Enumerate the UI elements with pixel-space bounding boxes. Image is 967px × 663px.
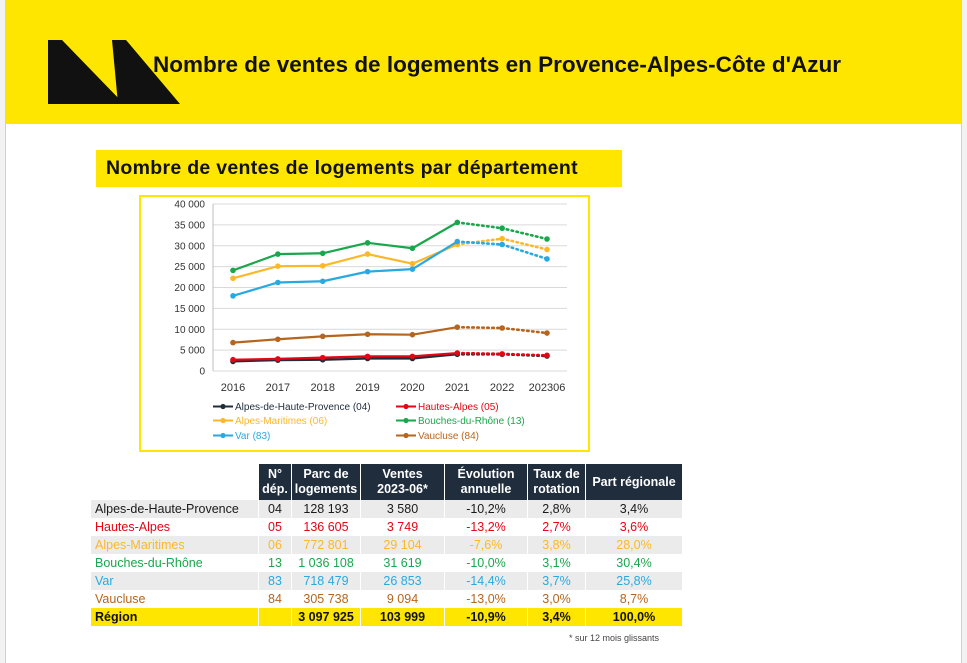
legend-label: Bouches-du-Rhône (13) bbox=[418, 416, 525, 427]
data-point bbox=[544, 330, 550, 336]
legend-label: Vaucluse (84) bbox=[418, 431, 479, 442]
chart-frame bbox=[139, 195, 590, 452]
column-header bbox=[361, 464, 445, 500]
column-header-line: Taux de bbox=[533, 467, 580, 481]
data-point bbox=[320, 334, 326, 340]
data-point bbox=[410, 354, 416, 360]
y-tick-label: 0 bbox=[199, 366, 205, 378]
column-header-line: Ventes bbox=[382, 467, 423, 481]
legend-label: Var (83) bbox=[235, 431, 271, 442]
total-cell-part: 100,0% bbox=[586, 608, 683, 626]
line-chart bbox=[141, 197, 588, 450]
data-point bbox=[410, 245, 416, 251]
data-point bbox=[365, 354, 371, 360]
data-point bbox=[230, 268, 236, 274]
table-row bbox=[91, 572, 682, 590]
x-tick-label: 202306 bbox=[528, 382, 566, 394]
page-title: Nombre de ventes de logements en Provence-Alpes-Côte d'Azur bbox=[153, 52, 842, 77]
table-cell-evolution: -13,2% bbox=[445, 518, 528, 536]
table-row bbox=[91, 536, 682, 554]
y-tick-label: 30 000 bbox=[174, 241, 205, 253]
table-header-row bbox=[91, 464, 682, 500]
header-banner bbox=[6, 0, 961, 124]
data-point bbox=[320, 355, 326, 361]
table-cell-ventes: 31 619 bbox=[361, 554, 445, 572]
table-cell-taux: 3,1% bbox=[528, 554, 586, 572]
legend-swatch-marker bbox=[220, 418, 225, 423]
legend-label: Alpes-de-Haute-Provence (04) bbox=[235, 402, 371, 413]
data-point bbox=[454, 324, 460, 330]
column-header-line: N° bbox=[267, 467, 283, 481]
y-tick-label: 20 000 bbox=[174, 283, 205, 294]
sales-table bbox=[91, 464, 682, 626]
table-cell-parc: 136 605 bbox=[292, 518, 361, 536]
table-cell-parc: 128 193 bbox=[292, 500, 361, 518]
legend-swatch-marker bbox=[220, 433, 225, 438]
table-cell-taux: 2,8% bbox=[528, 500, 586, 518]
column-header-line: 2023-06* bbox=[377, 482, 428, 496]
table-cell-dep: 06 bbox=[259, 536, 292, 554]
x-tick-label: 2020 bbox=[400, 382, 425, 394]
x-axis bbox=[221, 382, 566, 394]
table-cell-dep: 13 bbox=[259, 554, 292, 572]
data-point bbox=[410, 261, 416, 267]
table-cell-evolution: -10,0% bbox=[445, 554, 528, 572]
y-tick-label: 10 000 bbox=[174, 324, 205, 336]
legend-label: Hautes-Alpes (05) bbox=[418, 402, 499, 413]
data-point bbox=[365, 269, 371, 275]
data-point bbox=[275, 263, 281, 269]
table-row bbox=[91, 500, 682, 518]
table-cell-taux: 3,7% bbox=[528, 572, 586, 590]
table-cell-taux: 2,7% bbox=[528, 518, 586, 536]
data-point bbox=[230, 293, 236, 299]
table-cell-part: 28,0% bbox=[586, 536, 683, 554]
data-point bbox=[230, 276, 236, 282]
x-tick-label: 2021 bbox=[445, 382, 470, 394]
column-header-line: Évolution bbox=[457, 467, 515, 481]
header-blank bbox=[91, 464, 259, 500]
table-cell-ventes: 29 104 bbox=[361, 536, 445, 554]
column-header bbox=[292, 464, 361, 500]
total-cell-dep bbox=[259, 608, 292, 626]
table-cell-ventes: 3 580 bbox=[361, 500, 445, 518]
data-point bbox=[275, 336, 281, 342]
table-cell-taux: 3,8% bbox=[528, 536, 586, 554]
table-cell-dep: 04 bbox=[259, 500, 292, 518]
chart-title-box bbox=[96, 150, 622, 187]
table-cell-evolution: -13,0% bbox=[445, 590, 528, 608]
y-tick-label: 40 000 bbox=[174, 199, 205, 211]
data-point bbox=[410, 332, 416, 338]
table-cell-name: Vaucluse bbox=[95, 592, 146, 606]
x-tick-label: 2022 bbox=[489, 382, 515, 394]
data-point bbox=[230, 357, 236, 363]
table-cell-parc: 305 738 bbox=[292, 590, 361, 608]
column-header-line: Part régionale bbox=[592, 474, 676, 489]
table-cell-name: Alpes-Maritimes bbox=[91, 536, 259, 554]
data-point bbox=[275, 280, 281, 286]
legend-swatch-marker bbox=[403, 418, 408, 423]
legend-label: Alpes-Maritimes (06) bbox=[235, 416, 328, 427]
table-cell-evolution: -14,4% bbox=[445, 572, 528, 590]
table-cell-ventes: 3 749 bbox=[361, 518, 445, 536]
data-point bbox=[320, 263, 326, 269]
y-tick-label: 15 000 bbox=[174, 303, 205, 315]
y-tick-label: 5 000 bbox=[179, 345, 205, 357]
x-tick-label: 2017 bbox=[265, 382, 291, 394]
y-tick-label: 35 000 bbox=[174, 220, 205, 232]
data-point bbox=[410, 266, 416, 272]
data-point bbox=[275, 356, 281, 362]
table-cell-part: 8,7% bbox=[586, 590, 683, 608]
report-page bbox=[5, 0, 962, 663]
column-header-line: dép. bbox=[262, 482, 288, 496]
table-cell-dep: 05 bbox=[259, 518, 292, 536]
table-cell-evolution: -7,6% bbox=[445, 536, 528, 554]
y-axis bbox=[174, 200, 567, 378]
column-header bbox=[528, 464, 586, 500]
total-cell-evolution: -10,9% bbox=[445, 608, 528, 626]
data-point bbox=[544, 236, 550, 242]
table-cell-name: Bouches-du-Rhône bbox=[95, 556, 203, 570]
table-row bbox=[91, 590, 682, 608]
table-cell-name: Alpes-de-Haute-Provence bbox=[91, 500, 259, 518]
data-point bbox=[454, 350, 460, 356]
total-cell-taux: 3,4% bbox=[528, 608, 586, 626]
table-total-row bbox=[91, 608, 682, 626]
table-cell-part: 3,6% bbox=[586, 518, 683, 536]
table-cell-parc: 718 479 bbox=[292, 572, 361, 590]
table-cell-name: Var bbox=[91, 572, 259, 590]
table-cell-dep: 84 bbox=[259, 590, 292, 608]
data-point bbox=[320, 250, 326, 256]
table-cell-parc: 772 801 bbox=[292, 536, 361, 554]
legend-swatch-marker bbox=[403, 433, 408, 438]
data-point bbox=[499, 236, 505, 242]
data-point bbox=[365, 331, 371, 337]
data-point bbox=[499, 351, 505, 357]
table-body bbox=[91, 500, 682, 626]
total-cell-name: Région bbox=[91, 608, 259, 626]
column-header bbox=[445, 464, 528, 500]
table-row bbox=[91, 518, 682, 536]
column-header bbox=[586, 464, 683, 500]
data-point bbox=[320, 278, 326, 284]
table-cell-part: 30,4% bbox=[586, 554, 683, 572]
x-tick-label: 2018 bbox=[310, 382, 335, 394]
column-header-line: Parc de bbox=[303, 467, 349, 481]
table-cell-parc: 1 036 108 bbox=[292, 554, 361, 572]
table-cell-part: 3,4% bbox=[586, 500, 683, 518]
legend-swatch-marker bbox=[403, 404, 408, 409]
data-point bbox=[365, 240, 371, 246]
table-cell-name: Hautes-Alpes bbox=[95, 520, 171, 534]
column-header-line: rotation bbox=[533, 482, 580, 496]
table-cell-evolution: -10,2% bbox=[445, 500, 528, 518]
data-point bbox=[454, 220, 460, 226]
data-point bbox=[365, 251, 371, 257]
data-point bbox=[454, 239, 460, 245]
legend-swatch-marker bbox=[220, 404, 225, 409]
table-footnote: * sur 12 mois glissants bbox=[569, 633, 660, 643]
table-cell-dep: 83 bbox=[259, 572, 292, 590]
chart-title: Nombre de ventes de logements par département bbox=[106, 157, 578, 179]
data-point bbox=[499, 225, 505, 231]
table-cell-ventes: 9 094 bbox=[361, 590, 445, 608]
column-header-line: annuelle bbox=[460, 482, 512, 496]
column-header-line: logements bbox=[294, 482, 358, 496]
plot-area bbox=[230, 220, 550, 365]
chart-legend bbox=[213, 402, 525, 442]
data-point bbox=[544, 256, 550, 262]
table-row bbox=[91, 554, 682, 572]
data-point bbox=[544, 353, 550, 359]
y-tick-label: 25 000 bbox=[174, 262, 205, 274]
table-cell-ventes: 26 853 bbox=[361, 572, 445, 590]
total-cell-ventes: 103 999 bbox=[361, 608, 445, 626]
data-point bbox=[499, 242, 505, 248]
data-point bbox=[544, 247, 550, 253]
table-cell-part: 25,8% bbox=[586, 572, 683, 590]
data-point bbox=[230, 340, 236, 346]
data-point bbox=[499, 325, 505, 331]
x-tick-label: 2019 bbox=[355, 382, 380, 394]
x-tick-label: 2016 bbox=[220, 382, 246, 394]
table-cell-taux: 3,0% bbox=[528, 590, 586, 608]
data-point bbox=[275, 251, 281, 257]
column-header bbox=[259, 464, 292, 500]
total-cell-parc: 3 097 925 bbox=[292, 608, 361, 626]
